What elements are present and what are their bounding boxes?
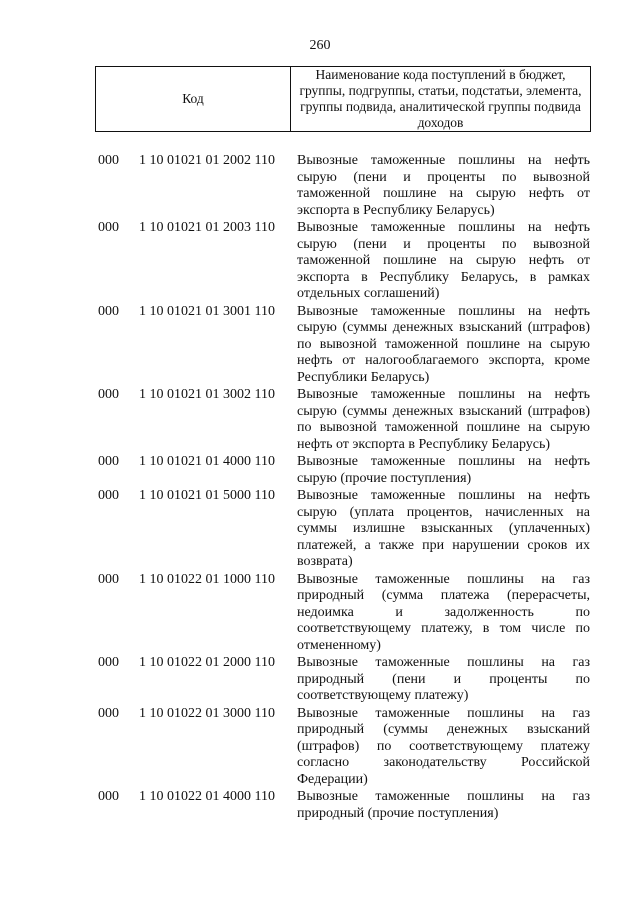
admin-code: 000 [98,789,119,804]
revenue-description: Вывозные таможенные пошлины на газ природный (пени и проценты по соответствующему платежу) [297,655,590,703]
table-row [0,572,640,655]
revenue-code: 1 10 01022 01 3000 110 [139,705,275,721]
table-row [0,655,640,705]
admin-code: 000 [98,705,119,721]
revenue-description: Вывозные таможенные пошлины на нефть сырую (суммы денежных взысканий (штрафов) по вывозной таможенной пошлине на сырую нефть от экспорта в Республику Беларусь) [297,387,590,452]
header-name-label: Наименование кода поступлений в бюджет, группы, подгруппы, статьи, подстатьи, элемента, группы подвида, аналитической группы подвида доходов [291,67,591,132]
revenue-code: 1 10 01021 01 2002 110 [139,153,275,168]
admin-code: 000 [98,454,119,469]
revenue-description: Вывозные таможенные пошлины на нефть сырую (суммы денежных взысканий (штрафов) по вывозной таможенной пошлине на сырую нефть от налогооблагаемого экспорта, кроме Республики Беларусь) [297,303,590,385]
table-row [0,488,640,571]
revenue-description: Вывозные таможенные пошлины на газ природный (сумма платежа (перерасчеты, недоимка и задолженность по соответствующему платежу, в том числе по отмененному) [297,571,590,653]
table-row [0,454,640,487]
revenue-code: 1 10 01021 01 3002 110 [139,387,275,402]
table-header [95,66,591,132]
table-row [0,789,640,822]
table-row [0,304,640,387]
table-row [0,706,640,789]
revenue-description: Вывозные таможенные пошлины на нефть сырую (пени и проценты по вывозной таможенной пошлине на сырую нефть от экспорта в Республику Беларусь, в рамках отдельных соглашений) [297,220,590,301]
table-row [0,387,640,453]
admin-code: 000 [98,387,119,402]
table-row [0,220,640,303]
revenue-code: 1 10 01022 01 1000 110 [139,571,275,587]
admin-code: 000 [98,220,119,235]
revenue-code: 1 10 01022 01 4000 110 [139,789,275,804]
table-row [0,153,640,219]
revenue-code: 1 10 01022 01 2000 110 [139,655,275,670]
header-code-label: Код [96,67,291,132]
revenue-code: 1 10 01021 01 5000 110 [139,488,275,503]
revenue-description: Вывозные таможенные пошлины на нефть сырую (уплата процентов, начисленных на суммы излишне взысканных (уплаченных) платежей, а также при нарушении сроков их возврата) [297,488,590,569]
revenue-description: Вывозные таможенные пошлины на нефть сырую (пени и проценты по вывозной таможенной пошлине на сырую нефть от экспорта в Республику Беларусь) [297,153,590,218]
admin-code: 000 [98,655,119,670]
revenue-description: Вывозные таможенные пошлины на нефть сырую (прочие поступления) [297,454,590,486]
table-header-row [96,67,591,132]
page-number: 260 [309,38,331,53]
revenue-description: Вывозные таможенные пошлины на газ природный (прочие поступления) [297,789,590,821]
revenue-code: 1 10 01021 01 2003 110 [139,220,275,235]
revenue-code: 1 10 01021 01 4000 110 [139,454,275,469]
admin-code: 000 [98,153,119,168]
revenue-code: 1 10 01021 01 3001 110 [139,303,275,319]
admin-code: 000 [98,571,119,587]
revenue-description: Вывозные таможенные пошлины на газ природный (суммы денежных взысканий (штрафов) по соответствующему платежу согласно законодательству Российской Федерации) [297,705,590,787]
admin-code: 000 [98,488,119,503]
table-body [0,153,640,823]
admin-code: 000 [98,303,119,319]
